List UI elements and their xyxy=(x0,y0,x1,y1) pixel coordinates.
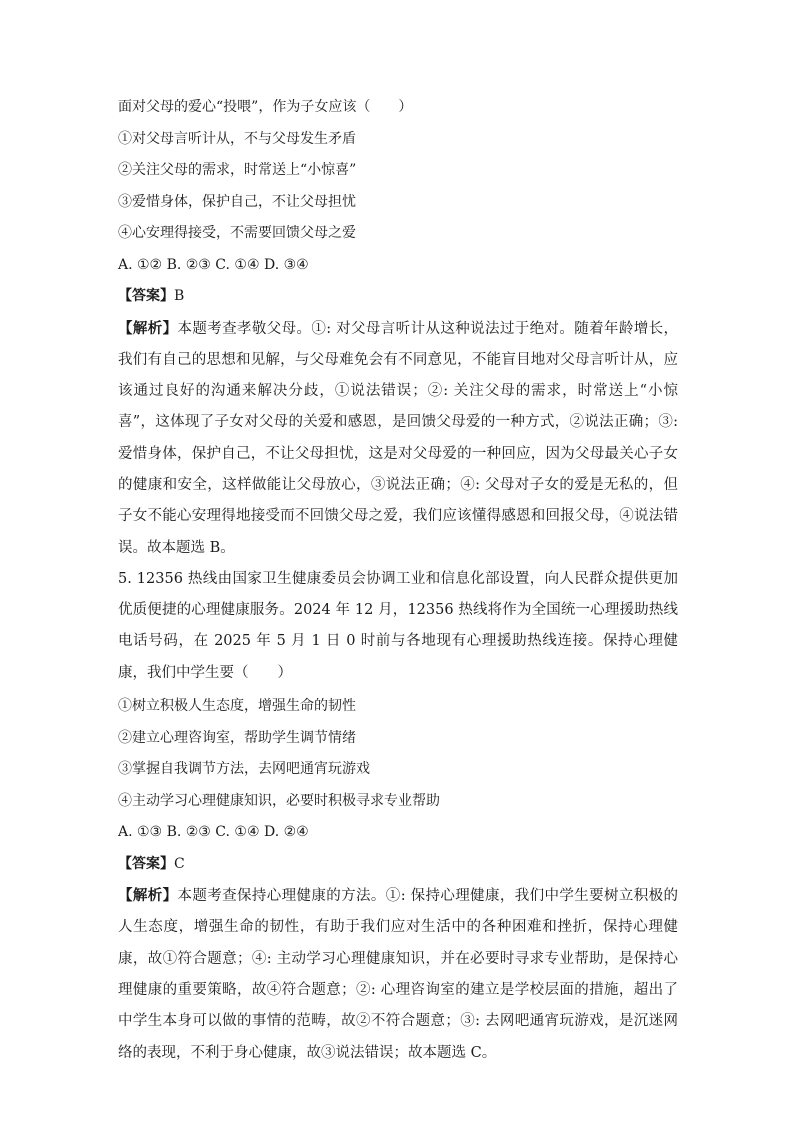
q4-analysis-tag: 【解析】 xyxy=(118,319,178,337)
document-page xyxy=(118,96,678,1069)
q5-choices: A. ①③ B. ②③ C. ①④ D. ②④ xyxy=(118,824,309,841)
q5-answer xyxy=(118,853,678,875)
q4-option-1: ①对父母言听计从，不与父母发生矛盾 xyxy=(118,130,356,147)
q5-option-3: ③掌握自我调节方法，去网吧通宵玩游戏 xyxy=(118,761,370,778)
q4-option-2: ②关注父母的需求，时常送上“小惊喜” xyxy=(118,162,357,178)
q5-option-2: ②建立心理咨询室，帮助学生调节情绪 xyxy=(118,729,356,746)
q4-analysis-text: 本题考查孝敬父母。①: 对父母言听计从这种说法过于绝对。随着年龄增长，我们有自己的思想和见解，与父母难免会有不同意见，不能盲目地对父母言听计从，应该通过良好的沟通来解决分歧，①说法错误；②: 关注父母的需求，时常送上“小惊喜”，这体现了子女对父母的关爱和感恩，是回馈父母爱的一种方式，②说法正确；③: 爱惜身体，保护自己，不让父母担忧，这是对父母爱的一种回应，因为父母最关心子女的健康和安全，这样做能让父母放心，③说法正确；④: 父母对子女的爱是无私的，但子女不能心安理得地接受而不回馈父母之爱，我们应该懂得感恩和回报父母，④说法错误。故本题选 B。 xyxy=(118,320,678,556)
q5-option-4: ④主动学习心理健康知识，必要时积极寻求专业帮助 xyxy=(118,792,440,809)
q5-analysis-tag: 【解析】 xyxy=(118,887,178,905)
q5-analysis xyxy=(118,880,678,1069)
q5-answer-tag: 【答案】 xyxy=(118,855,174,872)
q4-stem: 面对父母的爱心“投喂”，作为子女应该（ ） xyxy=(118,99,413,115)
q4-answer-value: B xyxy=(174,288,185,304)
q4-choices: A. ①② B. ②③ C. ①④ D. ③④ xyxy=(118,256,309,273)
q4-analysis xyxy=(118,313,678,564)
q4-option-3: ③爱惜身体，保护自己，不让父母担忧 xyxy=(118,193,356,210)
q5-stem: 5. 12356 热线由国家卫生健康委员会协调工业和信息化部设置，向人民群众提供更加优质便捷的心理健康服务。2024 年 12 月，12356 热线将作为全国统一心理援助热线电话号码，在 2025 年 5 月 1 日 0 时前与各地现有心理援助热线连接。保持心理健康，我们中学生要（ ） xyxy=(118,570,678,681)
q5-answer-value: C xyxy=(174,855,185,872)
q4-option-4: ④心安理得接受，不需要回馈父母之爱 xyxy=(118,225,356,241)
q4-answer xyxy=(118,285,678,307)
q4-answer-tag: 【答案】 xyxy=(118,288,174,304)
q5-analysis-text: 本题考查保持心理健康的方法。①: 保持心理健康，我们中学生要树立积极的人生态度，增强生命的韧性，有助于我们应对生活中的各种困难和挫折，保持心理健康，故①符合题意；④: 主动学习心理健康知识，并在必要时寻求专业帮助，是保持心理健康的重要策略，故④符合题意；②: 心理咨询室的建立是学校层面的措施，超出了中学生本身可以做的事情的范畴，故②不符合题意；③: 去网吧通宵玩游戏，是沉迷网络的表现，不利于身心健康，故③说法错误；故本题选 C。 xyxy=(118,888,678,1061)
q5-option-1: ①树立积极人生态度，增强生命的韧性 xyxy=(118,698,356,715)
